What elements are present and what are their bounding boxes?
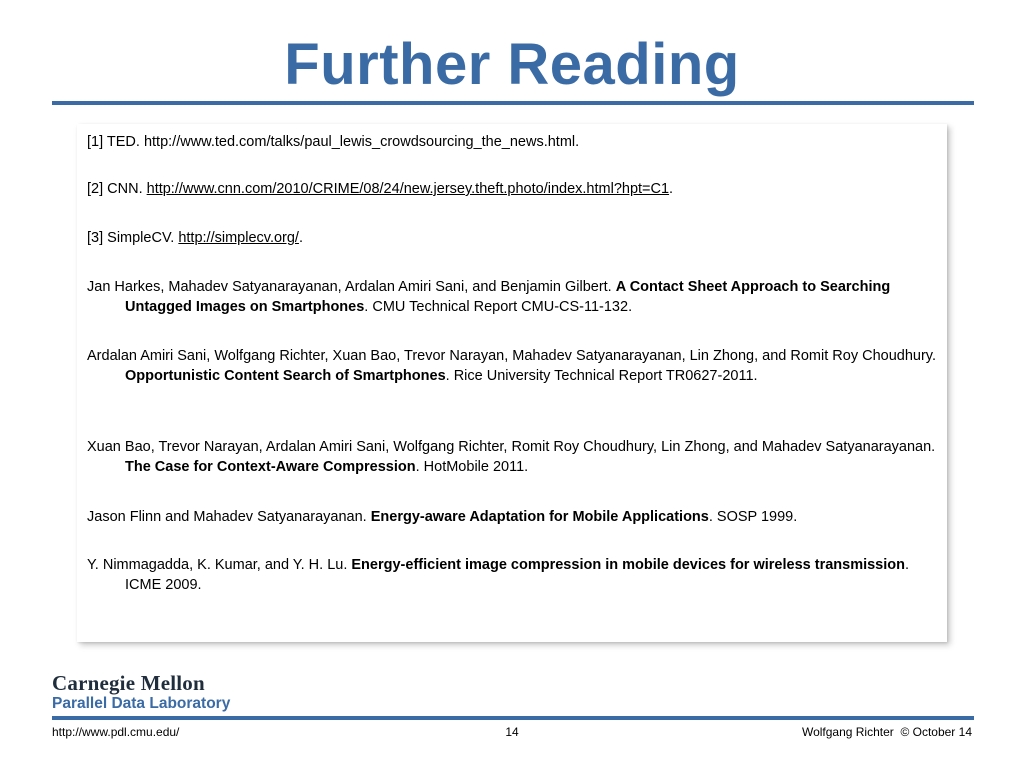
reference-3-link[interactable]: http://simplecv.org/ xyxy=(178,230,299,246)
reference-8-title: Energy-efficient image compression in mobile devices for wireless transmission xyxy=(351,557,905,573)
reference-4 xyxy=(87,277,943,317)
reference-6-venue: . HotMobile 2011. xyxy=(415,459,529,475)
reference-5-title: Opportunistic Content Search of Smartphones xyxy=(125,368,446,384)
reference-8-authors: Y. Nimmagadda, K. Kumar, and Y. H. Lu. xyxy=(87,557,352,573)
reference-4-authors: Jan Harkes, Mahadev Satyanarayanan, Ardalan Amiri Sani, and Benjamin Gilbert. xyxy=(87,279,616,295)
footer-author-date: Wolfgang Richter © October 14 xyxy=(801,725,972,739)
reference-8 xyxy=(87,555,943,595)
reference-5-authors: Ardalan Amiri Sani, Wolfgang Richter, Xuan Bao, Trevor Narayan, Mahadev Satyanarayanan, Lin Zhong, and Romit Roy Choudhury. xyxy=(87,348,936,364)
references-box xyxy=(77,124,947,642)
title-divider xyxy=(52,101,974,105)
slide-title: Further Reading xyxy=(284,32,740,97)
footer-divider xyxy=(52,716,974,720)
reference-2-source: [2] CNN. xyxy=(87,181,147,197)
reference-6 xyxy=(87,437,943,477)
reference-3-source: [3] SimpleCV. xyxy=(87,230,179,246)
reference-8-venue: . ICME 2009. xyxy=(125,557,910,593)
reference-4-title: A Contact Sheet Approach to Searching Untagged Images on Smartphones xyxy=(125,279,891,315)
logo-parallel-data-laboratory: Parallel Data Laboratory xyxy=(52,695,231,712)
reference-3-suffix: . xyxy=(298,230,303,246)
reference-2-link[interactable]: http://www.cnn.com/2010/CRIME/08/24/new.jersey.theft.photo/index.html?hpt=C1 xyxy=(146,181,670,197)
reference-7-title: Energy-aware Adaptation for Mobile Applications xyxy=(370,509,709,525)
reference-2-suffix: . xyxy=(669,181,674,197)
cmu-pdl-logo xyxy=(52,672,230,714)
footer-url: http://www.pdl.cmu.edu/ xyxy=(52,725,180,739)
reference-7-venue: . SOSP 1999. xyxy=(708,509,798,525)
reference-6-title: The Case for Context-Aware Compression xyxy=(125,459,416,475)
reference-1-source: [1] TED. xyxy=(87,134,144,150)
reference-7-authors: Jason Flinn and Mahadev Satyanarayanan. xyxy=(87,509,371,525)
reference-6-authors: Xuan Bao, Trevor Narayan, Ardalan Amiri Sani, Wolfgang Richter, Romit Roy Choudhury, Lin Zhong, and Mahadev Satyanarayanan. xyxy=(87,439,936,455)
reference-7 xyxy=(87,507,943,527)
page-number: 14 xyxy=(505,725,519,739)
logo-carnegie-mellon: Carnegie Mellon xyxy=(52,671,205,695)
reference-2 xyxy=(87,179,943,199)
reference-5 xyxy=(87,346,943,386)
reference-1 xyxy=(87,132,943,152)
reference-5-venue: . Rice University Technical Report TR0627-2011. xyxy=(445,368,758,384)
reference-3 xyxy=(87,228,943,248)
reference-4-venue: . CMU Technical Report CMU-CS-11-132. xyxy=(364,299,633,315)
reference-1-url-text: http://www.ted.com/talks/paul_lewis_crowdsourcing_the_news.html. xyxy=(143,134,580,150)
